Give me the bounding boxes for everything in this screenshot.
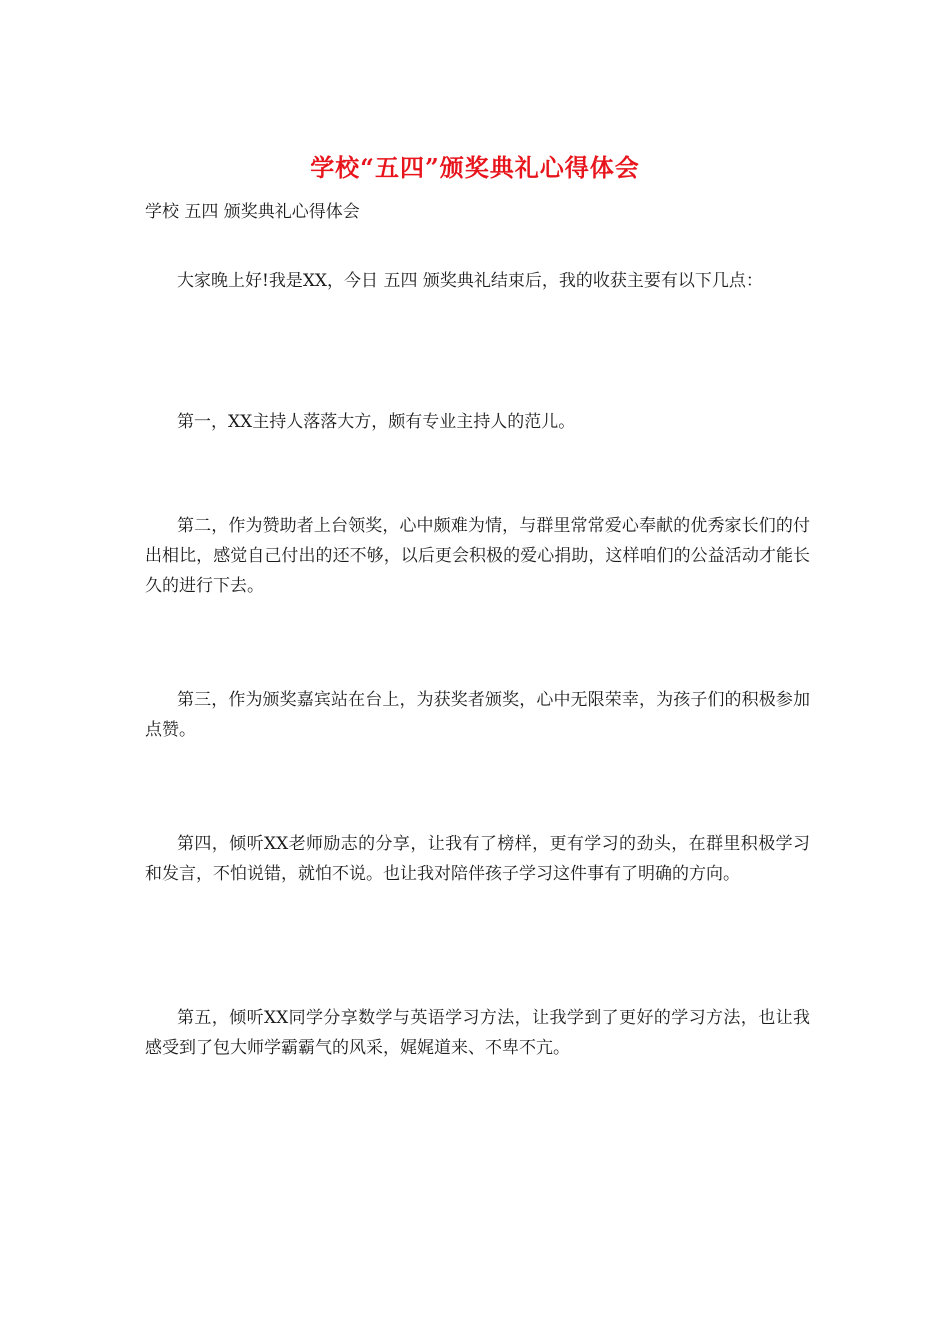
paragraph-point-3: 第三，作为颁奖嘉宾站在台上，为获奖者颁奖，心中无限荣幸，为孩子们的积极参加点赞。 [145,690,810,740]
paragraph-point-4: 第四，倾听XX老师励志的分享，让我有了榜样，更有学习的劲头，在群里积极学习和发言，不怕说错，就怕不说。也让我对陪伴孩子学习这件事有了明确的方向。 [145,834,810,884]
paragraph-point-5: 第五，倾听XX同学分享数学与英语学习方法，让我学到了更好的学习方法，也让我感受到了包大师学霸霸气的风采，娓娓道来、不卑不亢。 [145,1008,810,1058]
paragraph-greeting: 大家晚上好!我是XX，今日 五四 颁奖典礼结束后，我的收获主要有以下几点： [177,271,763,291]
paragraph-point-1: 第一，XX主持人落落大方，颇有专业主持人的范儿。 [177,412,576,432]
document-title: 学校“五四”颁奖典礼心得体会 [310,153,640,182]
paragraph-point-2: 第二，作为赞助者上台领奖，心中颇难为情，与群里常常爱心奉献的优秀家长们的付出相比，感觉自己付出的还不够，以后更会积极的爱心捐助，这样咱们的公益活动才能长久的进行下去。 [145,516,810,596]
document-subtitle: 学校 五四 颁奖典礼心得体会 [145,202,360,222]
